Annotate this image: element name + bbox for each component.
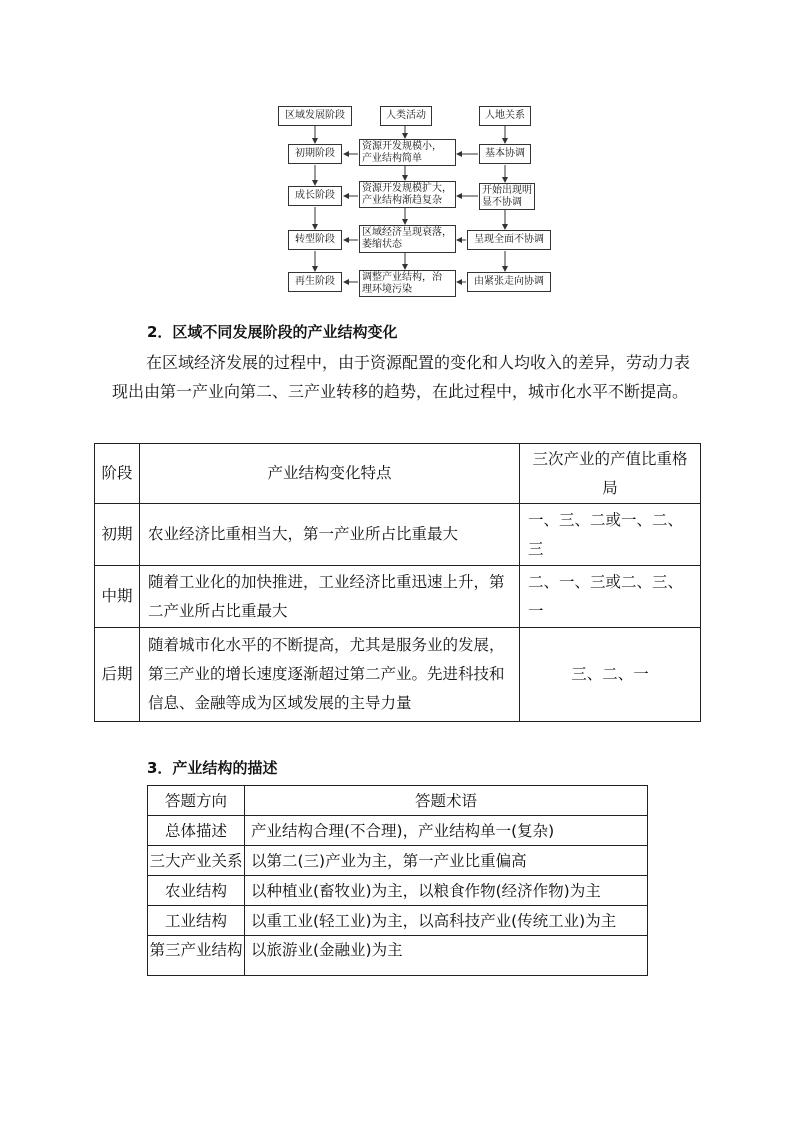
section-3-title: 3．产业结构的描述 xyxy=(147,759,278,777)
header-stage: 区域发展阶段 xyxy=(278,106,352,126)
table-header-cell: 三次产业的产值比重格局 xyxy=(520,444,701,504)
industry-structure-table xyxy=(147,785,648,976)
table-cell: 以重工业(轻工业)为主，以高科技产业(传统工业)为主 xyxy=(245,906,648,936)
header-activity: 人类活动 xyxy=(380,106,432,126)
table-header-cell: 答题方向 xyxy=(148,786,245,816)
table-cell: 初期 xyxy=(95,504,140,566)
table-cell: 随着工业化的加快推进，工业经济比重迅速上升，第二产业所占比重最大 xyxy=(140,566,520,628)
table-row xyxy=(148,876,648,906)
table-cell: 以旅游业(金融业)为主 xyxy=(245,936,648,976)
relation-box: 由紧张走向协调 xyxy=(467,272,551,292)
table-row xyxy=(95,504,701,566)
table-cell: 后期 xyxy=(95,628,140,722)
table-cell: 第三产业结构 xyxy=(148,936,245,976)
relation-box: 开始出现明 显不协调 xyxy=(479,183,535,210)
table-header-row xyxy=(95,444,701,504)
table-header-cell: 阶段 xyxy=(95,444,140,504)
table-row xyxy=(95,566,701,628)
activity-box: 区域经济呈现衰落， 萎缩状态 xyxy=(359,225,456,253)
table-cell: 中期 xyxy=(95,566,140,628)
table-cell: 农业经济比重相当大，第一产业所占比重最大 xyxy=(140,504,520,566)
stage-box: 再生阶段 xyxy=(288,272,342,292)
stage-structure-table xyxy=(94,443,701,722)
table-row xyxy=(95,628,701,722)
table-cell: 三、二、一 xyxy=(520,628,701,722)
table-cell: 产业结构合理(不合理)，产业结构单一(复杂) xyxy=(245,816,648,846)
section-2-paragraph xyxy=(112,348,700,406)
table-row xyxy=(148,846,648,876)
table-cell: 工业结构 xyxy=(148,906,245,936)
table-row xyxy=(148,816,648,846)
paragraph-text: 在区域经济发展的过程中，由于资源配置的变化和人均收入的差异，劳动力表现出由第一产业向第二、三产业转移的趋势，在此过程中，城市化水平不断提高。 xyxy=(112,353,691,401)
table-cell: 总体描述 xyxy=(148,816,245,846)
table-cell: 农业结构 xyxy=(148,876,245,906)
stage-box: 转型阶段 xyxy=(288,230,342,250)
development-stage-diagram xyxy=(270,100,560,300)
header-relation: 人地关系 xyxy=(479,106,531,126)
table-header-row xyxy=(148,786,648,816)
table-row xyxy=(148,906,648,936)
table-cell: 以第二(三)产业为主，第一产业比重偏高 xyxy=(245,846,648,876)
table-row xyxy=(148,936,648,976)
stage-box: 初期阶段 xyxy=(288,144,342,164)
table-cell: 二、一、三或二、三、一 xyxy=(520,566,701,628)
activity-box: 调整产业结构，治 理环境污染 xyxy=(359,270,456,297)
activity-box: 资源开发规模小， 产业结构简单 xyxy=(359,139,456,166)
table-cell: 一、三、二或一、二、三 xyxy=(520,504,701,566)
section-2-title: 2．区域不同发展阶段的产业结构变化 xyxy=(147,323,398,341)
table-header-cell: 产业结构变化特点 xyxy=(140,444,520,504)
table-cell: 三大产业关系 xyxy=(148,846,245,876)
activity-box: 资源开发规模扩大， 产业结构渐趋复杂 xyxy=(359,181,456,208)
table-header-cell: 答题术语 xyxy=(245,786,648,816)
relation-box: 呈现全面不协调 xyxy=(467,230,551,250)
table-cell: 以种植业(畜牧业)为主，以粮食作物(经济作物)为主 xyxy=(245,876,648,906)
table-cell: 随着城市化水平的不断提高，尤其是服务业的发展，第三产业的增长速度逐渐超过第二产业。先进科技和信息、金融等成为区域发展的主导力量 xyxy=(140,628,520,722)
stage-box: 成长阶段 xyxy=(288,186,342,206)
relation-box: 基本协调 xyxy=(479,144,531,164)
